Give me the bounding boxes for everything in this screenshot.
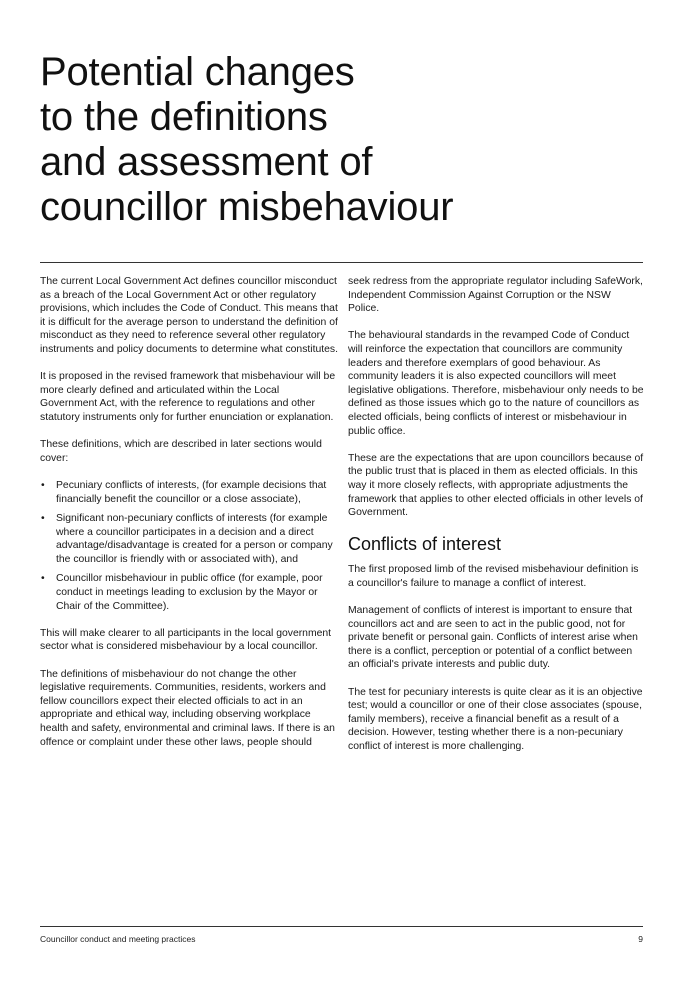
paragraph: The definitions of misbehaviour do not change the other legislative requirements. Communities, residents, workers and fellow councillors expect their elected officials to act in an appropriate and ethical way, including observing workplace health and safety, environmental and criminal laws. If there is an offence or complaint under these other laws, people should (40, 668, 335, 748)
title-line-4: councillor misbehaviour (40, 185, 454, 229)
paragraph: This will make clearer to all participants in the local government sector what is considered misbehaviour by a local councillor. (40, 627, 332, 653)
list-item: • Significant non-pecuniary conflicts of interests (for example where a councillor participates in a decision and a direct advantage/disadvantage is created for a person or company the councillor is friendly with or associated with), and (40, 512, 338, 566)
footer-doc-title: Councillor conduct and meeting practices (40, 934, 196, 944)
list-item: • Councillor misbehaviour in public office (for example, poor conduct in meetings leading to exclusion by the Mayor or Chair of the Committee). (40, 572, 338, 613)
paragraph: seek redress from the appropriate regulator including SafeWork, Independent Commission Against Corruption or the NSW Police. (348, 276, 643, 315)
paragraph: These definitions, which are described in later sections would cover: (40, 439, 322, 464)
right-column (348, 275, 644, 767)
page-title (40, 50, 640, 230)
page-number: 9 (638, 934, 643, 944)
left-column (40, 275, 338, 763)
footer-divider (40, 926, 643, 927)
definitions-list (40, 479, 338, 613)
title-line-3: and assessment of (40, 140, 373, 184)
title-line-2: to the definitions (40, 95, 328, 139)
paragraph: The current Local Government Act defines councillor misconduct as a breach of the Local Government Act or other regulatory provisions, which includes the Code of Conduct. This means that it is difficult for the average person to understand the definition of misconduct as they need to reference several other regulatory instruments and policy documents to determine what constitutes. (40, 276, 339, 355)
paragraph: The behavioural standards in the revamped Code of Conduct will reinforce the expectation that councillors are community leaders and therefore exemplars of good behaviour. As community leaders it is also expected councillors will meet legislative obligations. Therefore, misbehaviour only needs to be defined as those issues which go to the nature of councillors as elected officials, being conflicts of interest or misbehaviour in public office. (348, 330, 644, 437)
paragraph: It is proposed in the revised framework that misbehaviour will be more clearly defined and articulated within the Local Government Act, with the reference to regulations and other statutory instruments only for further enunciation or explanation. (40, 371, 336, 423)
paragraph: Management of conflicts of interest is important to ensure that councillors act and are seen to act in the public good, not for private benefit or personal gain. Conflicts of interest arise when there is a conflict, perception or potential of a conflict between an official's private interests and public duty. (348, 605, 638, 671)
title-line-1: Potential changes (40, 50, 355, 94)
paragraph: These are the expectations that are upon councillors because of the public trust that is placed in them as elected officials. In this way it more closely reflects, with appropriate adjustments the framework that applies to other elected officials in other levels of Government. (348, 452, 644, 519)
paragraph: The first proposed limb of the revised misbehaviour definition is a councillor's failure to manage a conflict of interest. (348, 564, 639, 589)
title-divider (40, 262, 643, 263)
section-heading: Conflicts of interest (348, 534, 502, 555)
list-item: • Pecuniary conflicts of interests, (for example decisions that financially benefit the councillor or a close associate), (40, 479, 338, 506)
paragraph: The test for pecuniary interests is quite clear as it is an objective test; would a councillor or one of their close associates (spouse, family members), receive a financial benefit as a result of a decision. However, testing whether there is a non-pecuniary conflict of interest is more challenging. (348, 686, 643, 752)
